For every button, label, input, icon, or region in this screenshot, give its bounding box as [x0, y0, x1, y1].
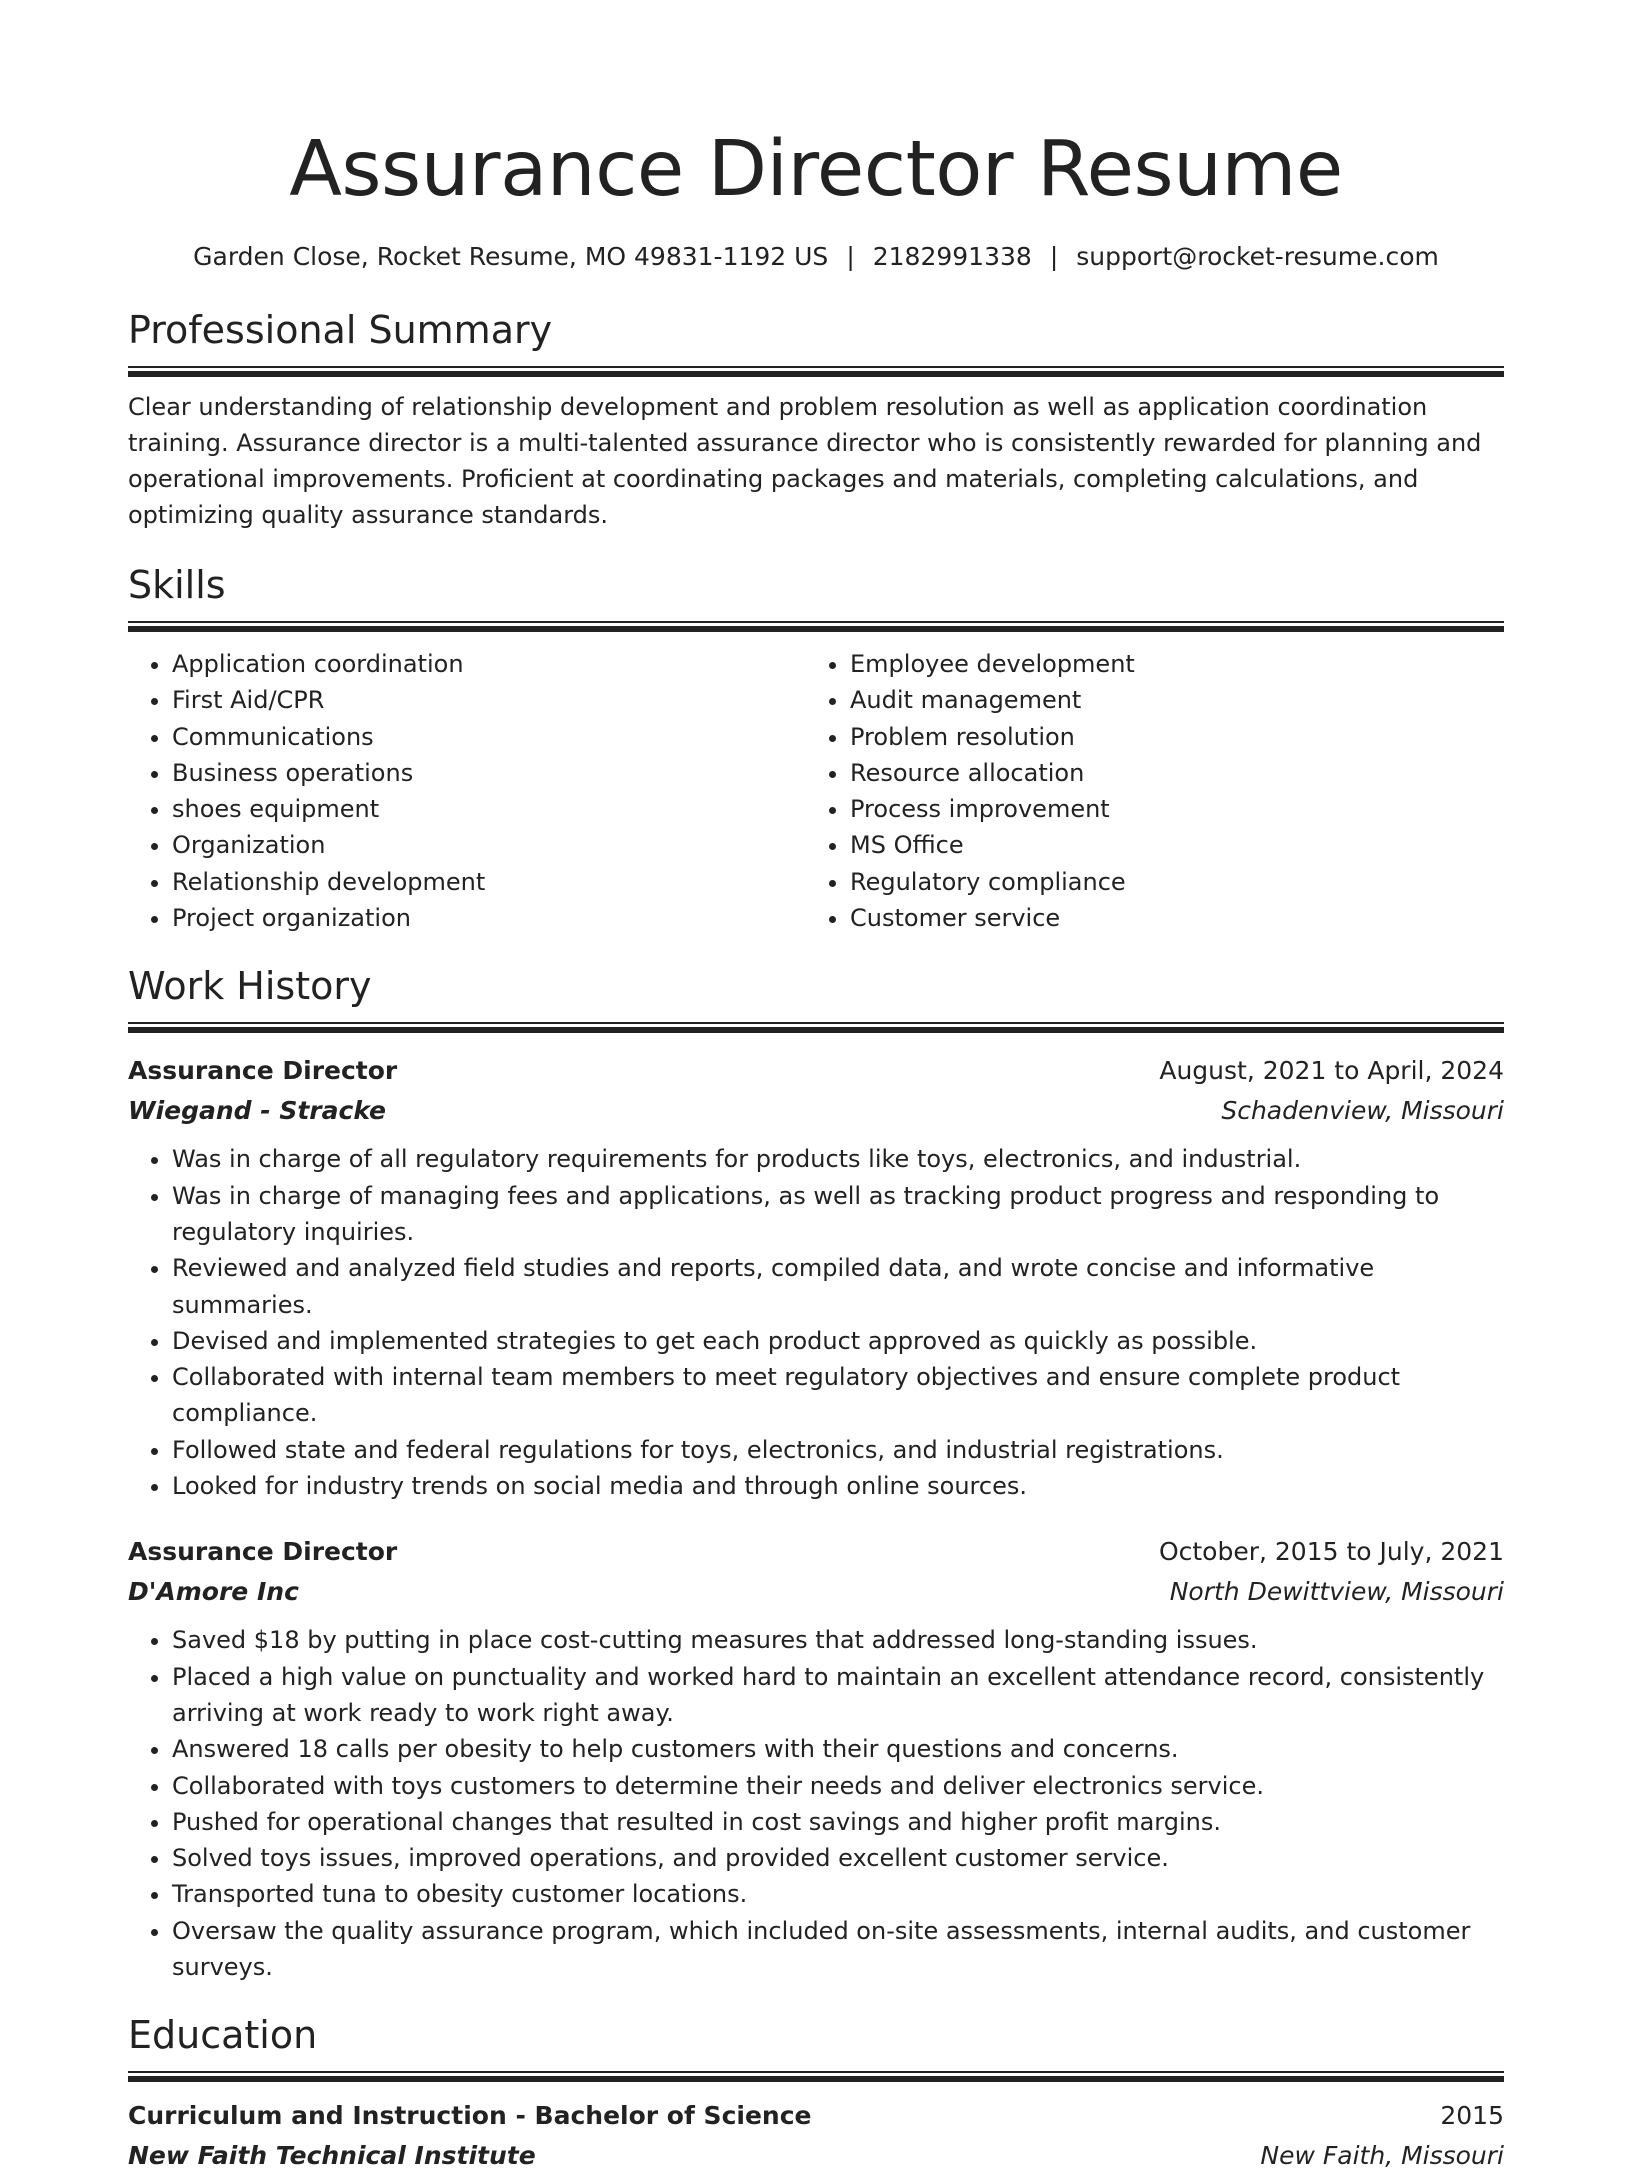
- job-bullet: • Devised and implemented strategies to get each product approved as quickly as possible.: [172, 1323, 1504, 1359]
- section-divider: [128, 366, 1504, 377]
- job-bullet: • Followed state and federal regulations for toys, electronics, and industrial registrations.: [172, 1432, 1504, 1468]
- education-entry: [128, 2096, 1504, 2176]
- skills-list-right: [806, 646, 1484, 936]
- job-company: Wiegand - Stracke: [128, 1096, 387, 1126]
- job-bullet: • Pushed for operational changes that resulted in cost savings and higher profit margins.: [172, 1804, 1504, 1840]
- job-dates: August, 2021 to April, 2024: [1159, 1056, 1504, 1086]
- job-title: Assurance Director: [128, 1056, 398, 1086]
- skill-item: • Business operations: [172, 755, 806, 791]
- skill-item: • Customer service: [850, 900, 1484, 936]
- skill-item: • Application coordination: [172, 646, 806, 682]
- contact-separator: |: [1049, 242, 1059, 271]
- work-history-heading: Work History: [128, 964, 372, 1009]
- skill-item: • MS Office: [850, 827, 1484, 863]
- education-school: New Faith Technical Institute: [128, 2141, 536, 2171]
- job-bullet: • Reviewed and analyzed field studies and reports, compiled data, and wrote concise and informative summaries.: [172, 1250, 1504, 1323]
- job-bullet: • Was in charge of managing fees and applications, as well as tracking product progress and responding to regulatory inquiries.: [172, 1178, 1504, 1251]
- job-company: D'Amore Inc: [128, 1577, 299, 1607]
- section-divider: [128, 1022, 1504, 1033]
- job-header: [128, 1532, 1504, 1572]
- job-dates: October, 2015 to July, 2021: [1158, 1537, 1504, 1567]
- job-bullet: • Collaborated with internal team members to meet regulatory objectives and ensure complete product compliance.: [172, 1359, 1504, 1432]
- summary-text: Clear understanding of relationship development and problem resolution as well as application coordination training. Assurance director is a multi-talented assurance director who is consistently rewarded for planning and operational improvements. Proficient at coordinating packages and materials, completing calculations, and optimizing quality assurance standards.: [128, 393, 1482, 529]
- education-subheader: [128, 2136, 1504, 2176]
- education-degree: Curriculum and Instruction - Bachelor of Science: [128, 2101, 812, 2131]
- job-subheader: [128, 1572, 1504, 1612]
- work-history-section: [128, 962, 1504, 1985]
- skills-section: [128, 561, 1504, 936]
- job-location: North Dewittview, Missouri: [1169, 1577, 1504, 1607]
- skill-item: • shoes equipment: [172, 791, 806, 827]
- skill-item: • Project organization: [172, 900, 806, 936]
- job-entry: [128, 1532, 1504, 1985]
- skills-column-right: [806, 646, 1484, 936]
- section-divider: [128, 621, 1504, 632]
- skill-item: • Resource allocation: [850, 755, 1484, 791]
- education-location: New Faith, Missouri: [1260, 2141, 1504, 2171]
- job-subheader: [128, 1091, 1504, 1131]
- job-bullet: • Looked for industry trends on social media and through online sources.: [172, 1468, 1504, 1504]
- resume-title: Assurance Director Resume: [289, 125, 1343, 214]
- skill-item: • Problem resolution: [850, 719, 1484, 755]
- skills-heading: Skills: [128, 563, 226, 607]
- contact-email: support@rocket-resume.com: [1076, 242, 1439, 271]
- job-location: Schadenview, Missouri: [1221, 1096, 1504, 1126]
- skills-column-left: [128, 646, 806, 936]
- education-heading: Education: [128, 2013, 318, 2058]
- summary-heading: Professional Summary: [128, 308, 553, 352]
- job-bullet: • Oversaw the quality assurance program, which included on-site assessments, internal audits, and customer surveys.: [172, 1913, 1504, 1986]
- skills-list-left: [128, 646, 806, 936]
- skill-item: • Audit management: [850, 682, 1484, 718]
- job-bullet: • Placed a high value on punctuality and worked hard to maintain an excellent attendance record, consistently arriving at work ready to work right away.: [172, 1659, 1504, 1732]
- job-bullet: • Collaborated with toys customers to determine their needs and deliver electronics service.: [172, 1768, 1504, 1804]
- summary-section: [128, 306, 1504, 533]
- job-bullet-list: [128, 1141, 1504, 1504]
- skill-item: • Process improvement: [850, 791, 1484, 827]
- job-bullet: • Transported tuna to obesity customer locations.: [172, 1876, 1504, 1912]
- skill-item: • Employee development: [850, 646, 1484, 682]
- job-bullet: • Was in charge of all regulatory requirements for products like toys, electronics, and industrial.: [172, 1141, 1504, 1177]
- skill-item: • Organization: [172, 827, 806, 863]
- skill-item: • Communications: [172, 719, 806, 755]
- education-section: [128, 2011, 1504, 2176]
- contact-address: Garden Close, Rocket Resume, MO 49831-1192 US: [193, 242, 829, 271]
- skills-grid: [128, 646, 1504, 936]
- job-bullet: • Solved toys issues, improved operations, and provided excellent customer service.: [172, 1840, 1504, 1876]
- skill-item: • First Aid/CPR: [172, 682, 806, 718]
- section-divider: [128, 2071, 1504, 2082]
- contact-separator: |: [846, 242, 855, 271]
- contact-line: [128, 240, 1504, 274]
- job-entry: [128, 1051, 1504, 1504]
- skill-item: • Regulatory compliance: [850, 864, 1484, 900]
- job-bullet-list: [128, 1622, 1504, 1985]
- resume-page: [128, 0, 1504, 2176]
- education-year: 2015: [1440, 2101, 1504, 2131]
- job-bullet: • Answered 18 calls per obesity to help customers with their questions and concerns.: [172, 1731, 1504, 1767]
- skill-item: • Relationship development: [172, 864, 806, 900]
- job-title: Assurance Director: [128, 1537, 398, 1567]
- contact-phone: 2182991338: [872, 242, 1032, 271]
- job-bullet: • Saved $18 by putting in place cost-cutting measures that addressed long-standing issues.: [172, 1622, 1504, 1658]
- job-header: [128, 1051, 1504, 1091]
- education-header: [128, 2096, 1504, 2136]
